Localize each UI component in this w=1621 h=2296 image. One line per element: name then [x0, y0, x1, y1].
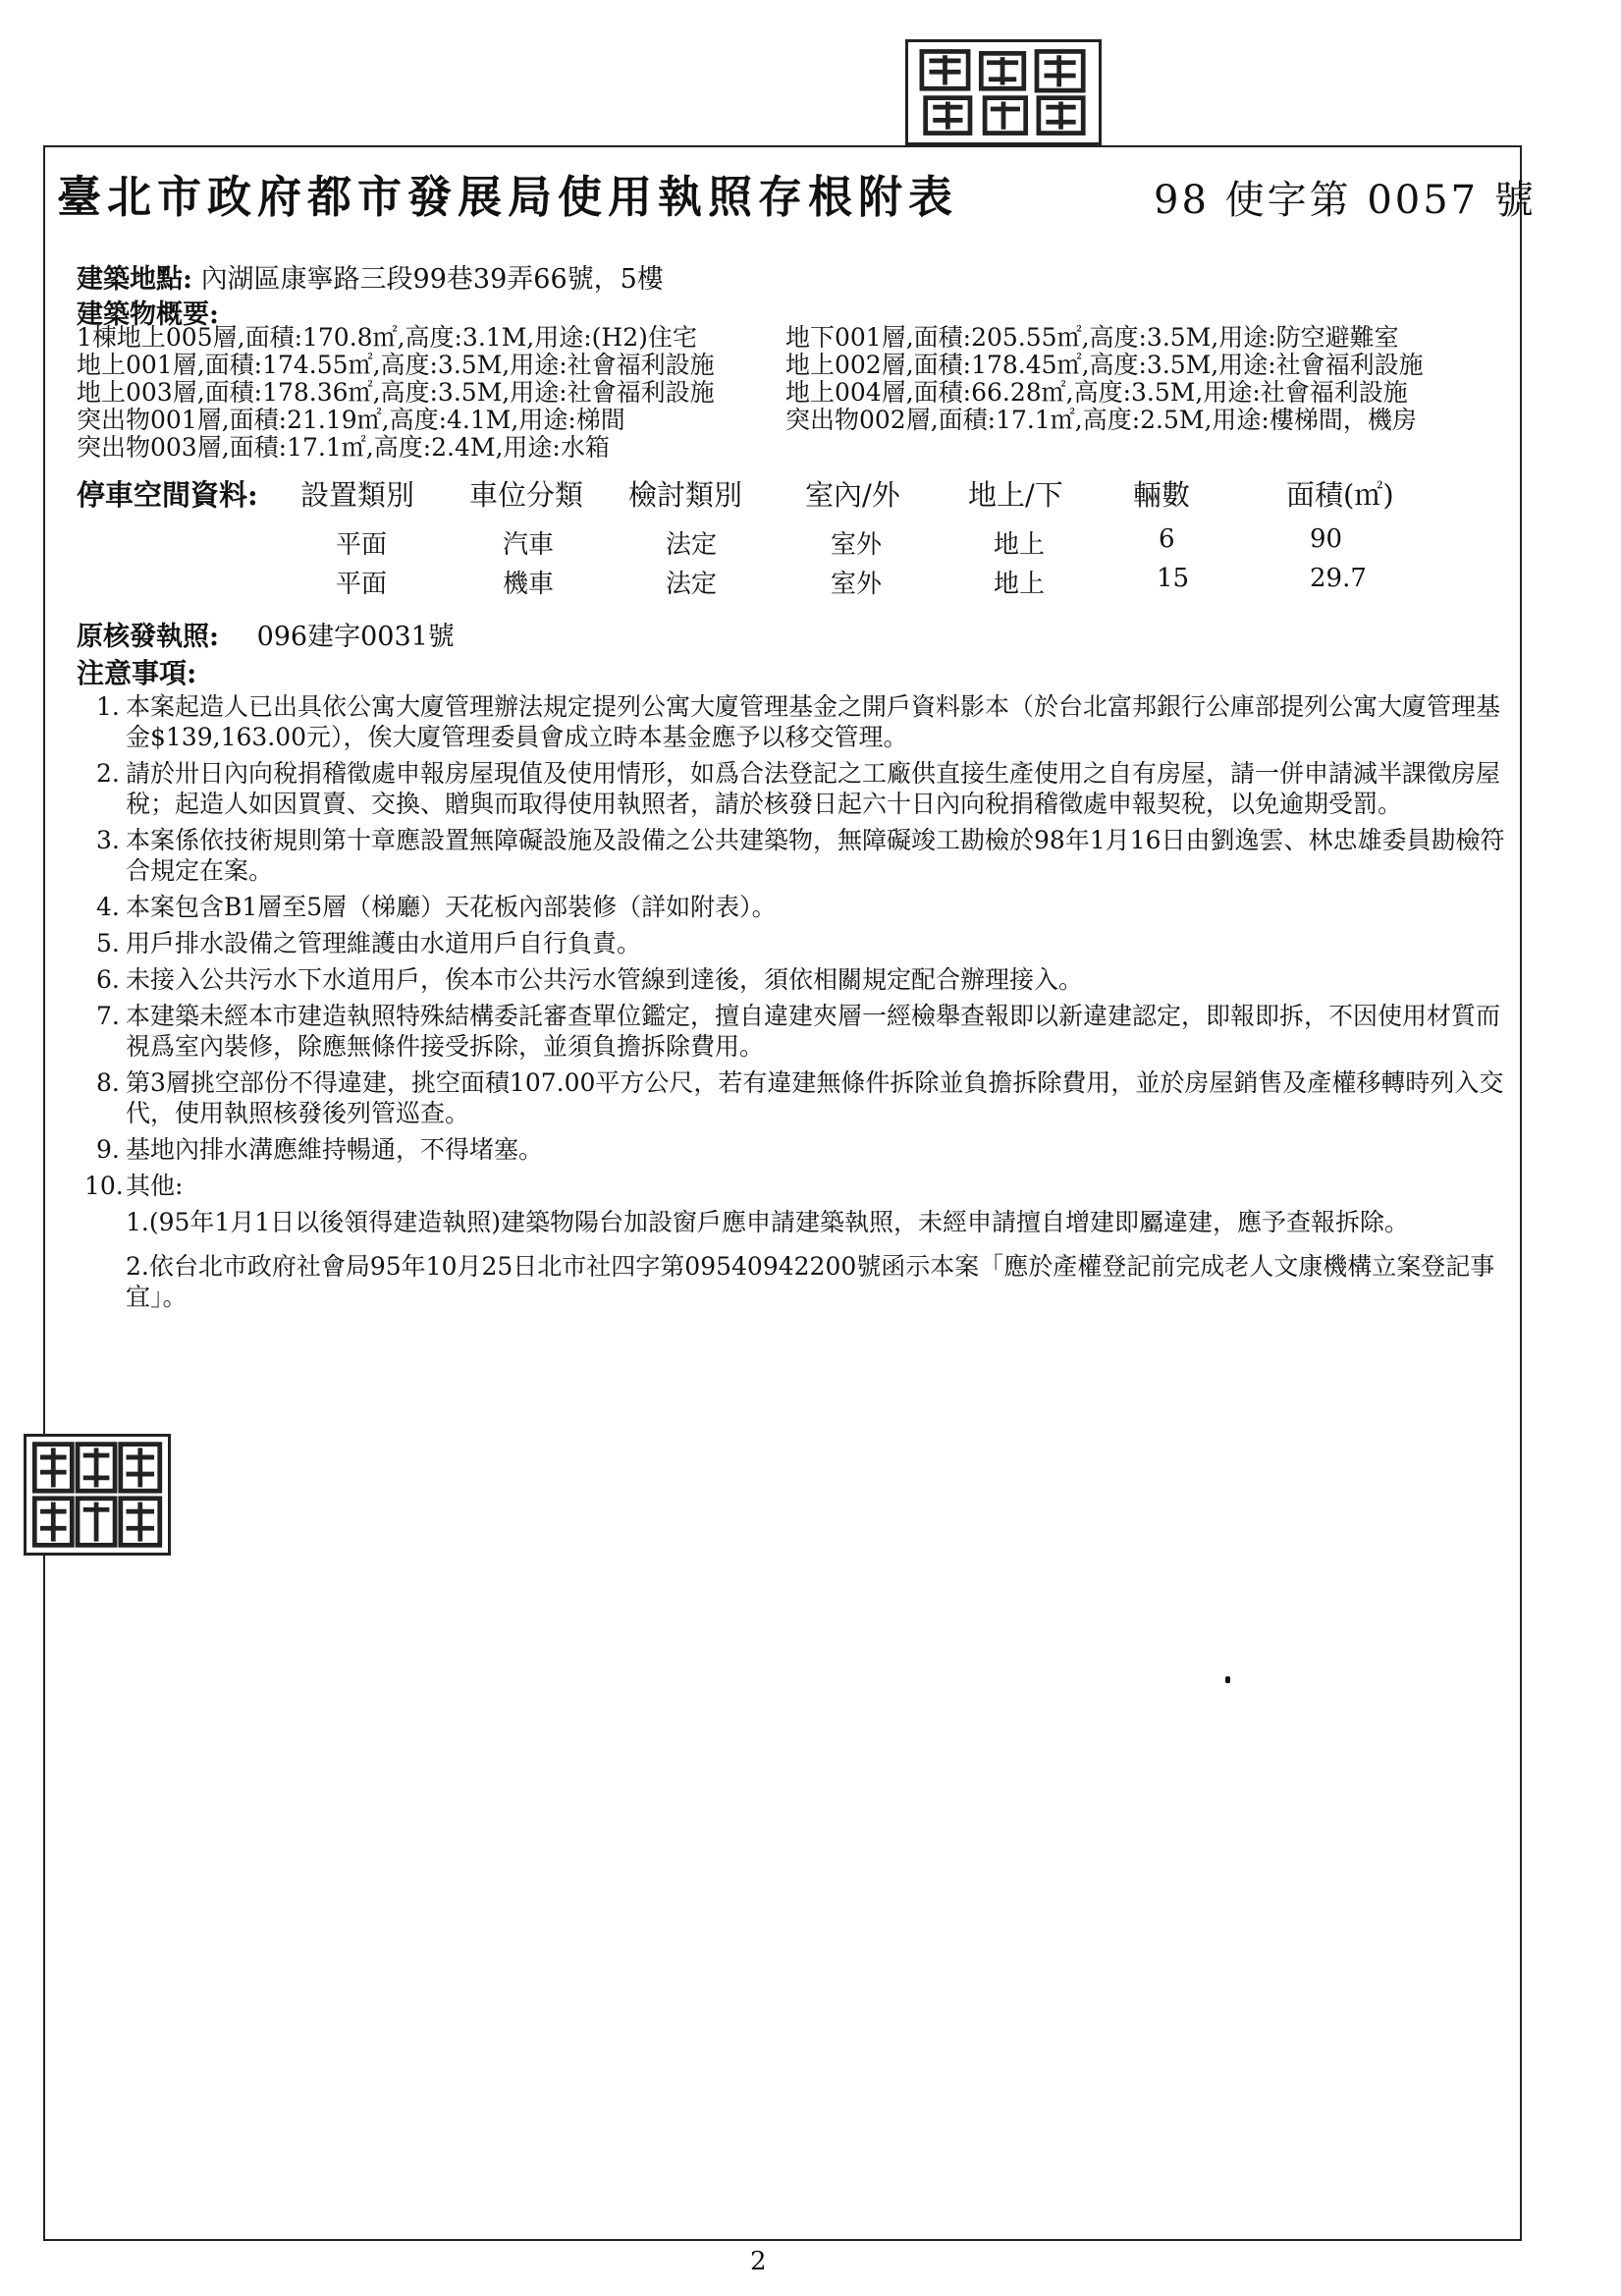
overview-line: 地上002層,面積:178.45㎡,高度:3.5M,用途:社會福利設施: [785, 351, 1424, 379]
overview-right-column: [785, 324, 1424, 434]
original-license-value: 096建字0031號: [256, 622, 455, 652]
overview-line: 突出物001層,面積:21.19㎡,高度:4.1M,用途:梯間: [77, 406, 625, 434]
stamp-graphic: [908, 42, 1099, 142]
note-text: 基地內排水溝應維持暢通，不得堵塞。: [126, 1135, 544, 1164]
parking-cell: 29.7: [1310, 564, 1367, 593]
note-sub-item: 1.(95年1月1日以後領得建造執照)建築物陽台加設窗戶應申請建築執照，未經申請擅自增建即屬違建，應予查報拆除。: [126, 1208, 1409, 1236]
note-number: 2.: [96, 759, 120, 788]
note-item: [77, 892, 1510, 922]
note-item: [77, 1001, 1510, 1062]
note-sub-item: 2.依台北市政府社會局95年10月25日北市社四字第09540942200號函示本案「應於產權登記前完成老人文康機構立案登記事宜」。: [126, 1252, 1495, 1311]
note-item: [77, 825, 1510, 886]
overview-line: 突出物003層,面積:17.1㎡,高度:2.4M,用途:水箱: [77, 433, 610, 462]
note-item: [77, 1067, 1510, 1128]
address-label: 建築地點:: [77, 264, 192, 295]
note-number: 5.: [96, 929, 120, 957]
note-text: 請於卅日內向稅捐稽徵處申報房屋現值及使用情形，如爲合法登記之工廠供直接生產使用之自有房屋，請一併申請減半課徵房屋稅；起造人如因買賣、交換、贈與而取得使用執照者，請於核發日起六十日內向稅捐稽徵處申報契稅，以免逾期受罰。: [126, 759, 1501, 818]
parking-cell: 法定: [666, 570, 718, 599]
original-license: [77, 615, 455, 653]
overview-line: 地上003層,面積:178.36㎡,高度:3.5M,用途:社會福利設施: [77, 378, 715, 407]
parking-cell: 汽車: [503, 530, 555, 560]
parking-cell: 90: [1310, 524, 1343, 554]
seal-graphic: [27, 1437, 168, 1553]
parking-cell: 地上: [994, 570, 1046, 599]
note-item: [77, 964, 1510, 995]
note-text: 第3層挑空部份不得違建，挑空面積107.00平方公尺，若有違建無條件拆除並負擔拆除費用，並於房屋銷售及產權移轉時列入交代，使用執照核發後列管巡查。: [126, 1068, 1504, 1127]
note-number: 9.: [96, 1135, 120, 1164]
parking-cell: 室外: [831, 530, 883, 560]
parking-cell: 機車: [503, 570, 555, 599]
note-text: 本案起造人已出具依公寓大廈管理辦法規定提列公寓大廈管理基金之開戶資料影本（於台北富邦銀行公庫部提列公寓大廈管理基金$139,163.00元），俟大廈管理委員會成立時本基金應予以移交管理。: [126, 692, 1501, 751]
parking-header-cell: 室內/外: [805, 478, 900, 512]
overview-line: 突出物002層,面積:17.1㎡,高度:2.5M,用途:樓梯間，機房: [785, 406, 1417, 434]
note-number: 4.: [96, 893, 120, 921]
overview-left-column: [77, 324, 715, 462]
overview-heading: 建築物概要:: [77, 300, 219, 330]
speck-mark: [1225, 1676, 1230, 1683]
parking-cell: 平面: [336, 570, 388, 599]
overview-line: 地上001層,面積:174.55㎡,高度:3.5M,用途:社會福利設施: [77, 351, 715, 379]
page-number: 2: [750, 2247, 767, 2276]
parking-label: 停車空間資料:: [77, 478, 258, 512]
building-address: [77, 257, 664, 296]
parking-cell: 15: [1157, 564, 1190, 593]
note-number: 7.: [96, 1002, 120, 1030]
parking-header-cell: 檢討類別: [628, 478, 743, 512]
note-item: [77, 1171, 1510, 1201]
address-value: 內湖區康寧路三段99巷39弄66號，5樓: [200, 264, 664, 295]
parking-header-cell: 面積(㎡): [1286, 478, 1394, 512]
overview-line: 1棟地上005層,面積:170.8㎡,高度:3.1M,用途:(H2)住宅: [77, 323, 697, 352]
note-text: 本建築未經本市建造執照特殊結構委託審查單位鑑定，擅自違建夾層一經檢舉查報即以新違建認定，即報即拆，不因使用材質而視爲室內裝修，除應無條件接受拆除，並須負擔拆除費用。: [126, 1002, 1501, 1061]
note-number: 10.: [84, 1172, 124, 1200]
note-item: [77, 691, 1510, 752]
parking-header-cell: 地上/下: [968, 478, 1063, 512]
notes-list: [77, 691, 1510, 1326]
parking-cell: 地上: [994, 530, 1046, 560]
verification-seal: [24, 1434, 171, 1556]
note-item: [77, 758, 1510, 819]
note-text: 用戶排水設備之管理維護由水道用戶自行負責。: [126, 929, 642, 957]
note-item: [77, 1134, 1510, 1165]
note-number: 8.: [96, 1068, 120, 1097]
parking-cell: 平面: [336, 530, 388, 560]
overview-line: 地上004層,面積:66.28㎡,高度:3.5M,用途:社會福利設施: [785, 378, 1408, 407]
note-number: 6.: [96, 965, 120, 994]
note-text: 本案係依技術規則第十章應設置無障礙設施及設備之公共建築物，無障礙竣工勘檢於98年1月16日由劉逸雲、林忠雄委員勘檢符合規定在案。: [126, 826, 1505, 885]
note-number: 3.: [96, 826, 120, 854]
parking-header-cell: 設置類別: [300, 478, 415, 512]
note-text: 其他:: [126, 1172, 184, 1200]
notes-heading: 注意事項:: [77, 657, 197, 689]
parking-cell: 6: [1159, 524, 1175, 554]
note-text: 未接入公共污水下水道用戶，俟本市公共污水管線到達後，須依相關規定配合辦理接入。: [126, 965, 1084, 994]
parking-header-cell: 輛數: [1133, 478, 1191, 512]
overview-line: 地下001層,面積:205.55㎡,高度:3.5M,用途:防空避難室: [785, 323, 1399, 352]
parking-header-cell: 車位分類: [469, 478, 584, 512]
license-number: 98 使字第 0057 號: [1154, 178, 1537, 223]
note-item: [77, 928, 1510, 958]
official-stamp: [905, 39, 1102, 145]
parking-cell: 法定: [666, 530, 718, 560]
original-license-label: 原核發執照:: [77, 622, 219, 652]
note-text: 本案包含B1層至5層（梯廳）天花板內部裝修（詳如附表）。: [126, 893, 777, 921]
parking-cell: 室外: [831, 570, 883, 599]
note-number: 1.: [96, 692, 120, 721]
document-title: 臺北市政府都市發展局使用執照存根附表: [57, 171, 959, 223]
